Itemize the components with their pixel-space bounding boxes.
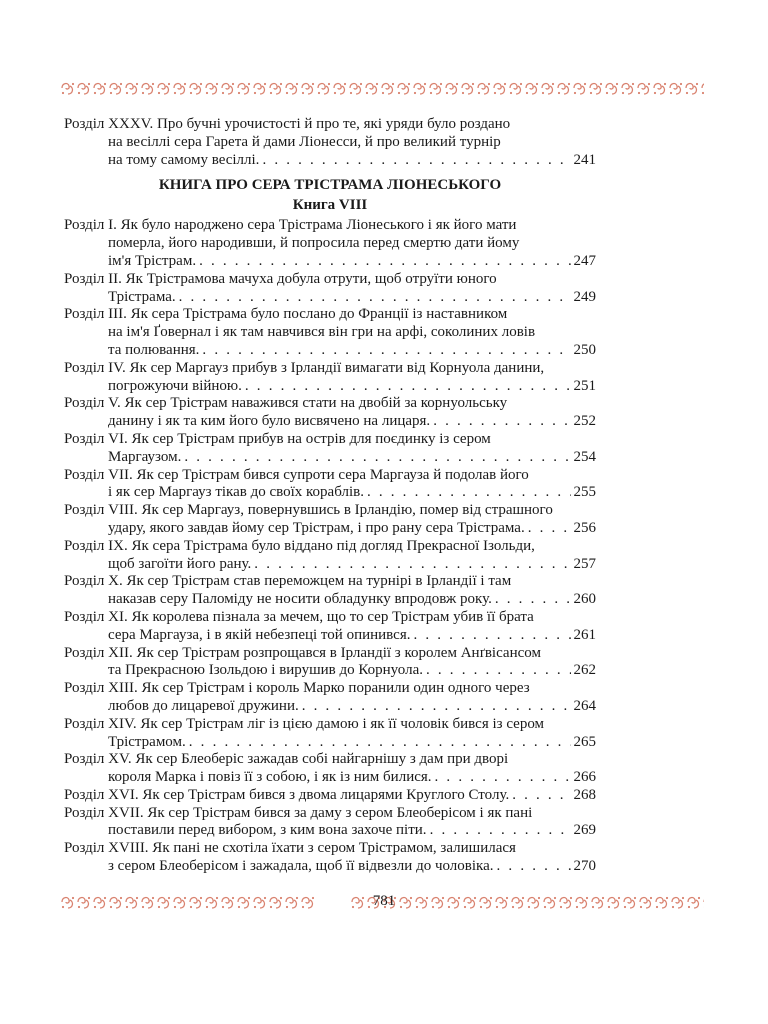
toc-entry	[64, 645, 596, 681]
toc-line: Розділ VIII. Як сер Маргауз, повернувшись в Ірландію, помер від страшного	[64, 502, 553, 519]
dot-leader	[430, 822, 571, 840]
toc-line: данину і як та ким його було висвячено на лицаря.	[108, 413, 431, 430]
toc-line: ім'я Трістрам.	[108, 252, 197, 269]
toc-line: Розділ XIII. Як сер Трістрам і король Марко поранили один одного через	[64, 680, 530, 697]
dot-leader	[245, 378, 571, 396]
page-ref: 251	[573, 377, 596, 394]
toc-line: Розділ II. Як Трістрамова мачуха добула отрути, щоб отруїти юного	[64, 270, 497, 287]
toc-line: та полювання.	[108, 341, 200, 358]
page-ref: 256	[573, 519, 596, 536]
toc-entry	[64, 680, 596, 716]
toc-entry	[64, 751, 596, 787]
toc-line: і як сер Маргауз тікав до своїх кораблів.	[108, 484, 364, 501]
toc-line: Розділ V. Як сер Трістрам наважився стати на двобій за корнуольську	[64, 395, 508, 412]
dot-leader	[184, 449, 570, 467]
dot-leader	[426, 662, 571, 680]
dot-leader	[189, 734, 571, 752]
chapter-list	[64, 217, 596, 875]
toc-line: Розділ X. Як сер Трістрам став переможцем на турнірі в Ірландії і там	[64, 573, 512, 590]
page-ref: 257	[573, 555, 596, 572]
toc-line: на ім'я Ґовернал і як там навчився він гри на арфі, соколиних ловів	[108, 324, 536, 341]
toc-line: наказав серу Паломіду не носити обладунку впродовж року.	[108, 591, 492, 608]
page-ref: 249	[573, 288, 596, 305]
page-ref: 264	[573, 697, 596, 714]
dot-leader	[413, 627, 570, 645]
toc-line: удару, якого завдав йому сер Трістрам, і про рану сера Трістрама.	[108, 519, 525, 536]
toc-line: Розділ XVIII. Як пані не схотіла їхати з сером Трістрамом, залишилася	[64, 840, 516, 857]
page-ref: 261	[573, 626, 596, 643]
dot-leader	[512, 787, 570, 805]
page-ref: 260	[573, 591, 596, 608]
page-number: 781	[372, 893, 396, 909]
toc-line: Розділ XII. Як сер Трістрам розпрощався в Ірландії з королем Анґвісансом	[64, 644, 541, 661]
toc-line: щоб загоїти його рану.	[108, 555, 252, 572]
toc-entry	[64, 360, 596, 396]
toc-entry	[64, 716, 596, 752]
dot-leader	[254, 556, 570, 574]
dot-leader	[435, 769, 571, 787]
toc-line: Розділ XV. Як сер Блеоберіс зажадав собі найгарнішу з дам при дворі	[64, 751, 509, 768]
toc-line: Розділ IV. Як сер Маргауз прибув з Ірландії вимагати від Корнуола данини,	[64, 359, 545, 376]
toc-entry	[64, 573, 596, 609]
dot-leader	[179, 289, 571, 307]
toc-entry	[64, 787, 596, 805]
toc-line: на весіллі сера Гарета й дами Ліонесси, й про великий турнір	[108, 133, 501, 150]
page-ref: 255	[573, 484, 596, 501]
toc-line: короля Марка і повіз її з собою, і як із ним билися.	[108, 769, 432, 786]
toc-entry	[64, 538, 596, 574]
page-ref: 247	[573, 252, 596, 269]
toc-line: Розділ XI. Як королева пізнала за мечем, що то сер Трістрам убив її брата	[64, 608, 534, 625]
toc-entry	[64, 502, 596, 538]
toc-line: Розділ IX. Як сера Трістрама було віддано під догляд Прекрасної Ізольди,	[64, 537, 535, 554]
toc-line: поставили перед вибором, з ким вона захоче піти.	[108, 822, 427, 839]
dot-leader	[302, 698, 571, 716]
dot-leader	[199, 253, 570, 271]
toc-entry	[64, 431, 596, 467]
toc-line: померла, його народивши, й попросила перед смертю дати йому	[108, 235, 520, 252]
toc-line: Розділ III. Як сера Трістрама було послано до Франції із наставником	[64, 306, 508, 323]
page-ref: 250	[573, 341, 596, 358]
toc-line: Маргаузом.	[108, 448, 182, 465]
toc-line: та Прекрасною Ізольдою і вирушив до Корнуола.	[108, 662, 423, 679]
toc-line: любов до лицаревої дружини.	[108, 697, 299, 714]
page-ref: 266	[573, 769, 596, 786]
toc-line: Трістрама.	[108, 288, 176, 305]
toc-line: Розділ XVII. Як сер Трістрам бився за даму з сером Блеоберісом і як пані	[64, 804, 533, 821]
book-title: КНИГА ПРО СЕРА ТРІСТРАМА ЛІОНЕСЬКОГО	[158, 177, 502, 194]
top-ornament-border	[60, 80, 704, 96]
page-ref: 262	[573, 662, 596, 679]
toc-entry	[64, 840, 596, 876]
toc-entry	[64, 609, 596, 645]
toc-line: з сером Блеоберісом і зажадала, щоб її відвезли до чоловіка.	[108, 858, 494, 875]
page-ref: 241	[573, 151, 596, 168]
dot-leader	[262, 152, 570, 170]
toc-line: сера Маргауза, і в якій небезпеці той опинився.	[108, 626, 411, 643]
toc-entry-chapter-xxxv	[64, 116, 596, 169]
page-ref: 252	[573, 413, 596, 430]
dot-leader	[497, 858, 571, 876]
toc-line: Розділ VI. Як сер Трістрам прибув на острів для поєдинку із сером	[64, 430, 491, 447]
dot-leader	[528, 520, 571, 538]
dot-leader	[495, 591, 571, 609]
toc-entry	[64, 217, 596, 270]
dot-leader	[202, 342, 570, 360]
page-ref: 265	[573, 733, 596, 750]
dot-leader	[367, 484, 571, 502]
page-ref: 268	[573, 786, 596, 803]
toc-line: Розділ XVI. Як сер Трістрам бився з двома лицарями Круглого Столу.	[64, 786, 510, 803]
toc-entry	[64, 467, 596, 503]
book-subtitle: Книга VIII	[292, 197, 368, 214]
toc-line: Трістрамом.	[108, 733, 186, 750]
toc-line: погрожуючи війною.	[108, 377, 242, 394]
toc-line: Розділ XXXV. Про бучні урочистості й про те, які уряди було роздано	[64, 116, 511, 132]
toc-entry	[64, 395, 596, 431]
toc-line: Розділ VII. Як сер Трістрам бився супроти сера Маргауза й подолав його	[64, 466, 529, 483]
toc-line: Розділ І. Як було народжено сера Трістрама Ліонеського і як його мати	[64, 217, 517, 234]
page-ref: 270	[573, 858, 596, 875]
toc-line: Розділ XIV. Як сер Трістрам ліг із цією дамою і як її чоловік бився із сером	[64, 715, 545, 732]
toc-entry	[64, 271, 596, 307]
toc-entry	[64, 805, 596, 841]
page-ref: 269	[573, 822, 596, 839]
toc-entry	[64, 306, 596, 359]
dot-leader	[433, 413, 570, 431]
page-ref: 254	[573, 448, 596, 465]
toc-line: на тому самому весіллі.	[108, 151, 260, 168]
table-of-contents	[64, 116, 596, 876]
